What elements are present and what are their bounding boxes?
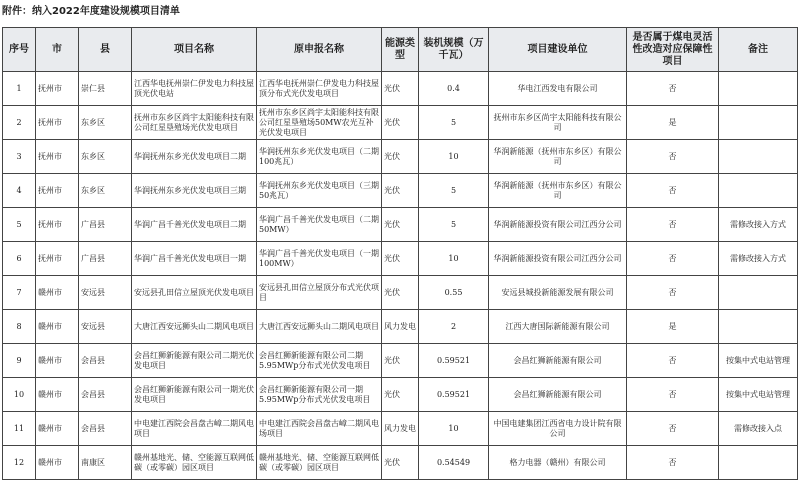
cell-no: 7 — [3, 276, 36, 310]
cell-builder: 抚州市东乡区尚宇太阳能科技有限公司 — [489, 106, 627, 140]
cell-project-name: 会昌红狮新能源有限公司二期光伏发电项目 — [132, 344, 257, 378]
cell-county: 东乡区 — [79, 106, 132, 140]
cell-energy-type: 光伏 — [382, 72, 419, 106]
cell-coal-flex: 是 — [627, 106, 719, 140]
cell-county: 东乡区 — [79, 174, 132, 208]
cell-city: 赣州市 — [36, 378, 79, 412]
project-list-table — [2, 27, 798, 480]
cell-note — [719, 72, 798, 106]
cell-builder: 华润新能源（抚州市东乡区）有限公司 — [489, 140, 627, 174]
cell-note: 需修改接入方式 — [719, 242, 798, 276]
cell-capacity: 5 — [419, 106, 489, 140]
cell-city: 赣州市 — [36, 446, 79, 480]
cell-capacity: 0.59521 — [419, 344, 489, 378]
cell-coal-flex: 否 — [627, 412, 719, 446]
cell-original-name: 抚州市东乡区尚宇太阳能科技有限公司红星垦殖场50MW农光互补光伏发电项目 — [257, 106, 382, 140]
cell-capacity: 0.59521 — [419, 378, 489, 412]
cell-coal-flex: 否 — [627, 174, 719, 208]
cell-project-name: 中电建江西院会昌盘古嶂二期风电项目 — [132, 412, 257, 446]
cell-project-name: 华润抚州东乡光伏发电项目二期 — [132, 140, 257, 174]
cell-project-name: 抚州市东乡区尚宇太阳能科技有限公司红星垦殖场光伏发电项目 — [132, 106, 257, 140]
header-capacity: 装机规模（万千瓦） — [419, 28, 489, 72]
header-builder: 项目建设单位 — [489, 28, 627, 72]
cell-note — [719, 140, 798, 174]
cell-city: 抚州市 — [36, 208, 79, 242]
cell-project-name: 华润抚州东乡光伏发电项目三期 — [132, 174, 257, 208]
cell-coal-flex: 否 — [627, 276, 719, 310]
cell-energy-type: 光伏 — [382, 446, 419, 480]
cell-project-name: 赣州基地光、储、空能源互联网低碳（或零碳）园区项目 — [132, 446, 257, 480]
cell-energy-type: 风力发电 — [382, 412, 419, 446]
cell-original-name: 华润抚州东乡光伏发电项目（三期50兆瓦） — [257, 174, 382, 208]
cell-project-name: 大唐江西安远狮头山二期风电项目 — [132, 310, 257, 344]
cell-no: 9 — [3, 344, 36, 378]
cell-energy-type: 光伏 — [382, 174, 419, 208]
cell-builder: 华润新能源投资有限公司江西分公司 — [489, 242, 627, 276]
cell-no: 3 — [3, 140, 36, 174]
cell-original-name: 华润抚州东乡光伏发电项目（二期100兆瓦） — [257, 140, 382, 174]
cell-coal-flex: 否 — [627, 72, 719, 106]
cell-builder: 会昌红狮新能源有限公司 — [489, 378, 627, 412]
cell-city: 抚州市 — [36, 72, 79, 106]
cell-original-name: 安远县孔田信立屋顶分布式光伏项目 — [257, 276, 382, 310]
table-row — [3, 174, 798, 208]
cell-coal-flex: 否 — [627, 446, 719, 480]
cell-coal-flex: 否 — [627, 378, 719, 412]
cell-project-name: 华润广昌千善光伏发电项目二期 — [132, 208, 257, 242]
cell-builder: 华润新能源投资有限公司江西分公司 — [489, 208, 627, 242]
header-energy-type: 能源类型 — [382, 28, 419, 72]
table-row — [3, 242, 798, 276]
cell-original-name: 会昌红狮新能源有限公司一期5.95MWp分布式光伏发电项目 — [257, 378, 382, 412]
cell-project-name: 华润广昌千善光伏发电项目一期 — [132, 242, 257, 276]
cell-coal-flex: 否 — [627, 242, 719, 276]
cell-city: 赣州市 — [36, 310, 79, 344]
cell-no: 11 — [3, 412, 36, 446]
cell-county: 会昌县 — [79, 344, 132, 378]
cell-note — [719, 106, 798, 140]
header-note: 备注 — [719, 28, 798, 72]
cell-energy-type: 光伏 — [382, 344, 419, 378]
cell-no: 8 — [3, 310, 36, 344]
cell-city: 赣州市 — [36, 412, 79, 446]
cell-energy-type: 光伏 — [382, 140, 419, 174]
cell-note — [719, 276, 798, 310]
cell-builder: 华电江西发电有限公司 — [489, 72, 627, 106]
cell-note: 需修改接入点 — [719, 412, 798, 446]
cell-coal-flex: 否 — [627, 344, 719, 378]
cell-builder: 格力电器（赣州）有限公司 — [489, 446, 627, 480]
cell-county: 广昌县 — [79, 242, 132, 276]
cell-capacity: 10 — [419, 140, 489, 174]
cell-builder: 安远县城投新能源发展有限公司 — [489, 276, 627, 310]
cell-builder: 中国电建集团江西省电力设计院有限公司 — [489, 412, 627, 446]
cell-coal-flex: 是 — [627, 310, 719, 344]
cell-builder: 江西大唐国际新能源有限公司 — [489, 310, 627, 344]
table-row — [3, 310, 798, 344]
cell-original-name: 赣州基地光、储、空能源互联网低碳（或零碳）园区项目 — [257, 446, 382, 480]
cell-county: 安远县 — [79, 310, 132, 344]
cell-energy-type: 光伏 — [382, 106, 419, 140]
cell-note: 需修改接入方式 — [719, 208, 798, 242]
cell-note: 按集中式电站管理 — [719, 378, 798, 412]
cell-city: 赣州市 — [36, 344, 79, 378]
header-county: 县 — [79, 28, 132, 72]
cell-county: 东乡区 — [79, 140, 132, 174]
cell-county: 安远县 — [79, 276, 132, 310]
cell-energy-type: 光伏 — [382, 378, 419, 412]
header-no: 序号 — [3, 28, 36, 72]
cell-note — [719, 310, 798, 344]
cell-capacity: 0.54549 — [419, 446, 489, 480]
cell-city: 赣州市 — [36, 276, 79, 310]
cell-capacity: 5 — [419, 208, 489, 242]
document-title: 附件：纳入2022年度建设规模项目清单 — [2, 6, 180, 17]
table-row — [3, 344, 798, 378]
cell-original-name: 江西华电抚州崇仁伊发电力科技屋顶分布式光伏发电项目 — [257, 72, 382, 106]
cell-city: 抚州市 — [36, 140, 79, 174]
cell-county: 会昌县 — [79, 378, 132, 412]
cell-no: 1 — [3, 72, 36, 106]
cell-capacity: 10 — [419, 412, 489, 446]
cell-no: 12 — [3, 446, 36, 480]
cell-no: 5 — [3, 208, 36, 242]
cell-coal-flex: 否 — [627, 140, 719, 174]
cell-capacity: 10 — [419, 242, 489, 276]
table-row — [3, 446, 798, 480]
cell-city: 抚州市 — [36, 174, 79, 208]
cell-capacity: 2 — [419, 310, 489, 344]
table-row — [3, 276, 798, 310]
cell-city: 抚州市 — [36, 106, 79, 140]
cell-no: 10 — [3, 378, 36, 412]
cell-county: 南康区 — [79, 446, 132, 480]
table-row — [3, 72, 798, 106]
cell-capacity: 0.4 — [419, 72, 489, 106]
cell-project-name: 会昌红狮新能源有限公司一期光伏发电项目 — [132, 378, 257, 412]
cell-energy-type: 光伏 — [382, 276, 419, 310]
table-row — [3, 140, 798, 174]
table-header-row — [3, 28, 798, 72]
cell-city: 抚州市 — [36, 242, 79, 276]
cell-builder: 会昌红狮新能源有限公司 — [489, 344, 627, 378]
cell-county: 会昌县 — [79, 412, 132, 446]
cell-project-name: 江西华电抚州崇仁伊发电力科技屋顶光伏电站 — [132, 72, 257, 106]
cell-original-name: 华润广昌千善光伏发电项目（二期 50MW） — [257, 208, 382, 242]
cell-energy-type: 光伏 — [382, 208, 419, 242]
cell-energy-type: 光伏 — [382, 242, 419, 276]
cell-original-name: 大唐江西安远狮头山二期风电项目 — [257, 310, 382, 344]
cell-coal-flex: 否 — [627, 208, 719, 242]
cell-no: 4 — [3, 174, 36, 208]
header-original-name: 原申报名称 — [257, 28, 382, 72]
cell-note: 按集中式电站管理 — [719, 344, 798, 378]
cell-builder: 华润新能源（抚州市东乡区）有限公司 — [489, 174, 627, 208]
table-row — [3, 412, 798, 446]
cell-original-name: 中电建江西院会昌盘古嶂二期风电场项目 — [257, 412, 382, 446]
cell-energy-type: 风力发电 — [382, 310, 419, 344]
table-row — [3, 378, 798, 412]
cell-original-name: 会昌红狮新能源有限公司二期5.95MWp分布式光伏发电项目 — [257, 344, 382, 378]
cell-note — [719, 174, 798, 208]
cell-note — [719, 446, 798, 480]
table-row — [3, 208, 798, 242]
header-project-name: 项目名称 — [132, 28, 257, 72]
cell-no: 6 — [3, 242, 36, 276]
cell-county: 崇仁县 — [79, 72, 132, 106]
cell-capacity: 5 — [419, 174, 489, 208]
table-row — [3, 106, 798, 140]
header-city: 市 — [36, 28, 79, 72]
header-coal-flex: 是否属于煤电灵活性改造对应保障性项目 — [627, 28, 719, 72]
cell-project-name: 安远县孔田信立屋顶光伏发电项目 — [132, 276, 257, 310]
cell-original-name: 华润广昌千善光伏发电项目（一期 100MW） — [257, 242, 382, 276]
cell-no: 2 — [3, 106, 36, 140]
cell-county: 广昌县 — [79, 208, 132, 242]
cell-capacity: 0.55 — [419, 276, 489, 310]
